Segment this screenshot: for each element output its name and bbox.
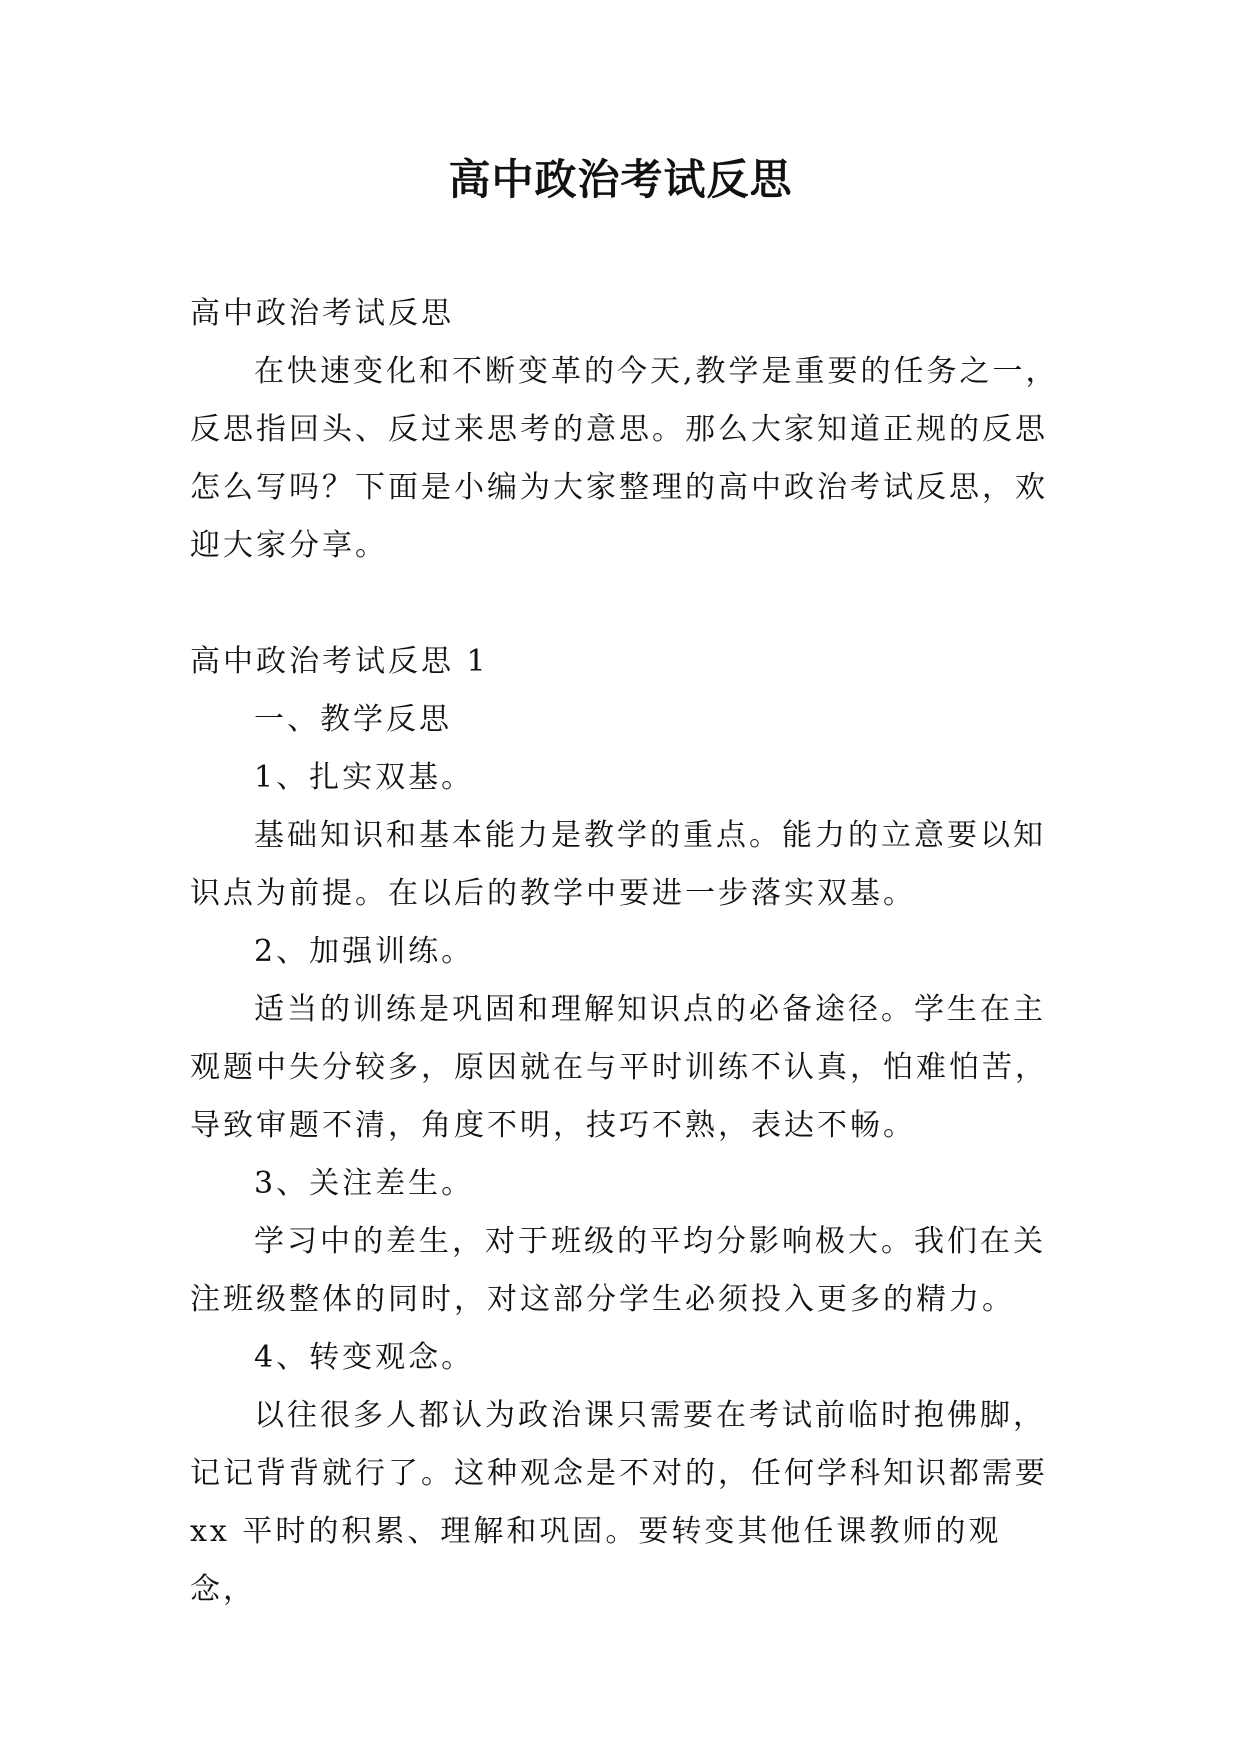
document-title: 高中政治考试反思 [448, 155, 793, 204]
document-body [190, 285, 1060, 1619]
point-paragraph-3: 学习中的差生，对于班级的平均分影响极大。我们在关注班级整体的同时，对这部分学生必须投入更多的精力。 [190, 1224, 1046, 1317]
point-heading-1: 1、扎实双基。 [254, 760, 475, 795]
section-heading: 高中政治考试反思 1 [190, 644, 489, 679]
point-heading-4: 4、转变观念。 [254, 1340, 475, 1375]
point-heading-2: 2、加强训练。 [254, 934, 475, 969]
paragraph-spacer [190, 575, 1060, 633]
intro-paragraph: 在快速变化和不断变革的今天,教学是重要的任务之一，反思指回头、反过来思考的意思。那么大家知道正规的反思怎么写吗？下面是小编为大家整理的高中政治考试反思，欢迎大家分享。 [190, 354, 1059, 563]
intro-heading: 高中政治考试反思 [190, 296, 454, 331]
point-heading-3: 3、关注差生。 [254, 1166, 475, 1201]
point-paragraph-1: 基础知识和基本能力是教学的重点。能力的立意要以知识点为前提。在以后的教学中要进一步落实双基。 [190, 818, 1046, 911]
point-paragraph-4: 以往很多人都认为政治课只需要在考试前临时抱佛脚，记记背背就行了。这种观念是不对的，任何学科知识都需要 xx 平时的积累、理解和巩固。要转变其他任课教师的观念， [190, 1398, 1048, 1607]
subsection-heading: 一、教学反思 [254, 702, 452, 737]
point-paragraph-2: 适当的训练是巩固和理解知识点的必备途径。学生在主观题中失分较多，原因就在与平时训练不认真，怕难怕苦，导致审题不清，角度不明，技巧不熟，表达不畅。 [190, 992, 1048, 1143]
